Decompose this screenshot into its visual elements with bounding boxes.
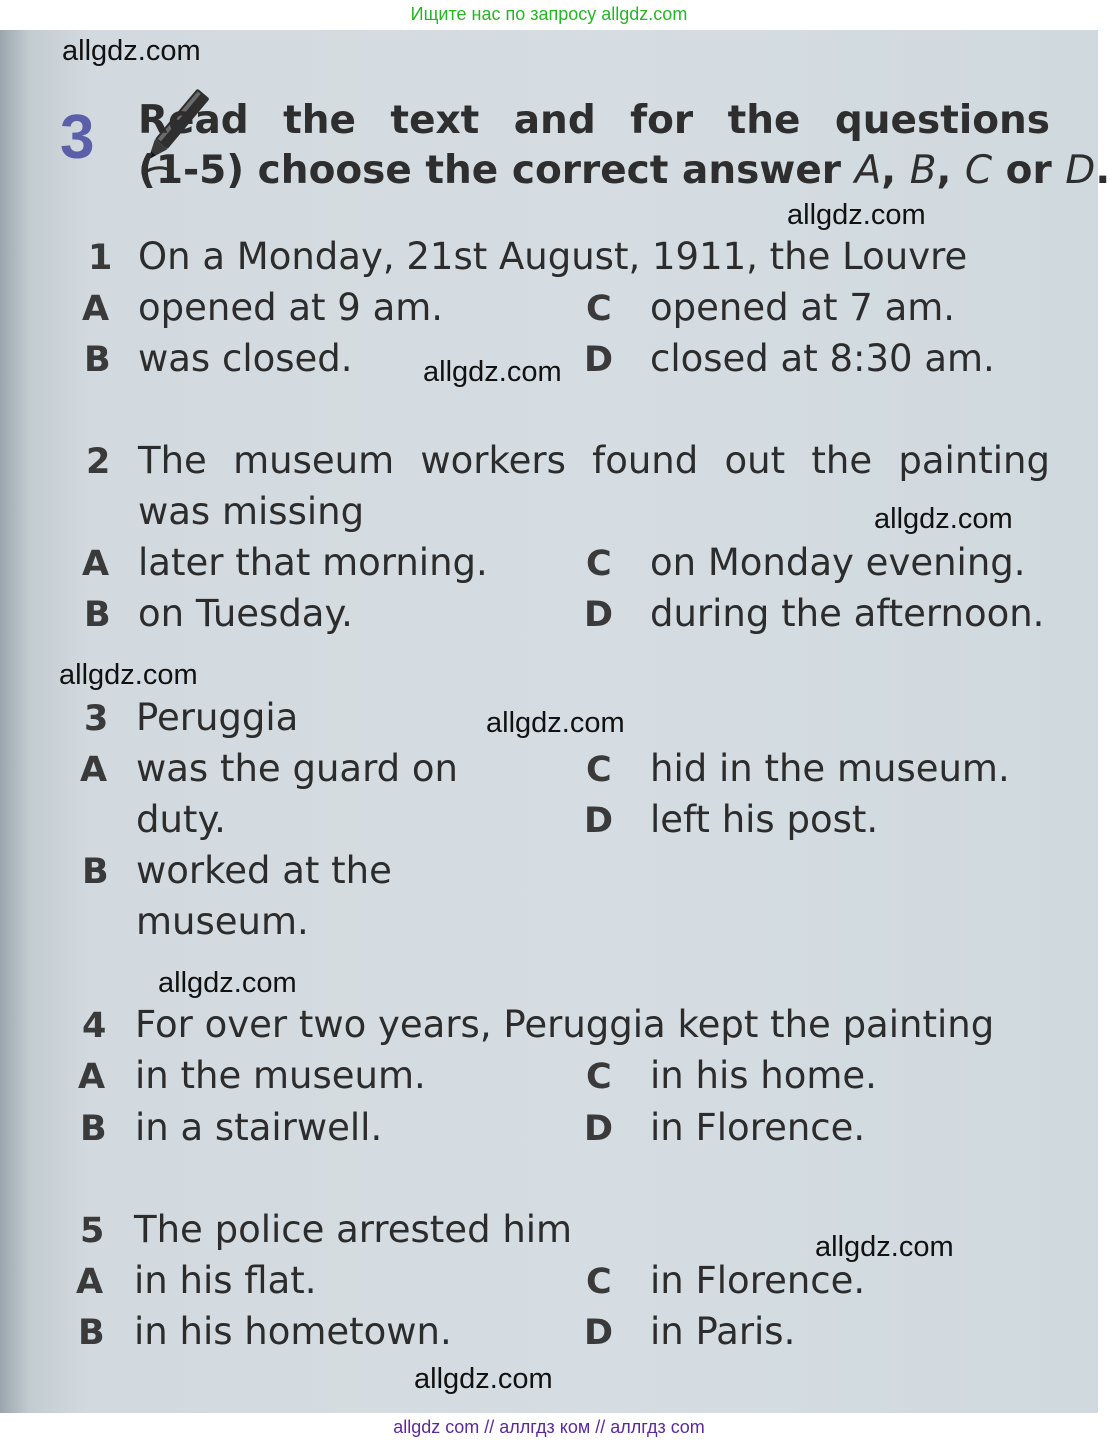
- question-number: 5: [80, 1211, 105, 1251]
- exercise-number: 3: [60, 103, 95, 172]
- question-stem-cont: was missing: [138, 490, 365, 533]
- watermark: allgdz.com: [486, 707, 625, 739]
- option-b[interactable]: in his hometown.: [134, 1310, 452, 1353]
- option-letter-c: C: [586, 750, 612, 790]
- instruction-line2: (1-5) choose the correct answer A, B, C or D.: [138, 148, 1110, 193]
- option-a[interactable]: was the guard on: [136, 747, 458, 790]
- question-number: 2: [86, 442, 111, 482]
- option-letter-b: B: [84, 340, 111, 380]
- option-a-cont[interactable]: duty.: [136, 798, 226, 841]
- option-a[interactable]: later that morning.: [138, 541, 488, 584]
- instruction-line1: Read the text and for the questions: [138, 98, 1050, 143]
- option-letter-d: D: [584, 801, 614, 841]
- option-letter-a: A: [78, 1057, 106, 1097]
- option-letter-a: A: [80, 750, 108, 790]
- option-letter-d: D: [584, 595, 614, 635]
- watermark: allgdz.com: [423, 356, 562, 388]
- watermark: allgdz.com: [414, 1363, 553, 1395]
- option-letter-c: C: [586, 1262, 612, 1302]
- option-letter-d: D: [584, 1313, 614, 1353]
- textbook-page: [0, 30, 1110, 1413]
- watermark: allgdz.com: [874, 503, 1013, 535]
- option-d[interactable]: closed at 8:30 am.: [650, 337, 995, 380]
- question-number: 4: [82, 1006, 107, 1046]
- option-b[interactable]: in a stairwell.: [135, 1106, 383, 1149]
- option-letter-b: B: [80, 1109, 107, 1149]
- option-letter-b: B: [82, 852, 109, 892]
- option-d[interactable]: in Paris.: [650, 1310, 796, 1353]
- option-letter-d: D: [584, 1109, 614, 1149]
- option-d[interactable]: in Florence.: [650, 1106, 866, 1149]
- option-c[interactable]: in Florence.: [650, 1259, 866, 1302]
- watermark: allgdz.com: [59, 659, 198, 691]
- option-letter-c: C: [586, 1057, 612, 1097]
- option-d[interactable]: during the afternoon.: [650, 592, 1045, 635]
- question-stem: For over two years, Peruggia kept the painting: [135, 1003, 995, 1046]
- question-number: 3: [84, 699, 109, 739]
- header-banner[interactable]: Ищите нас по запросу allgdz.com: [0, 0, 1098, 30]
- watermark: allgdz.com: [158, 967, 297, 999]
- option-a[interactable]: opened at 9 am.: [138, 286, 444, 329]
- option-letter-d: D: [584, 340, 614, 380]
- option-letter-c: C: [586, 289, 612, 329]
- option-letter-c: C: [586, 544, 612, 584]
- question-number: 1: [88, 238, 113, 278]
- option-letter-a: A: [76, 1262, 104, 1302]
- option-b[interactable]: on Tuesday.: [138, 592, 353, 635]
- watermark: allgdz.com: [62, 35, 201, 67]
- option-c[interactable]: hid in the museum.: [650, 747, 1010, 790]
- option-letter-a: A: [82, 289, 110, 329]
- question-stem: On a Monday, 21st August, 1911, the Louvre: [138, 235, 968, 278]
- option-d[interactable]: left his post.: [650, 798, 879, 841]
- question-stem: Peruggia: [136, 696, 299, 739]
- option-b[interactable]: was closed.: [138, 337, 353, 380]
- option-c[interactable]: in his home.: [650, 1054, 877, 1097]
- question-stem: The police arrested him: [134, 1208, 573, 1251]
- question-stem: The museum workers found out the painting: [138, 439, 1050, 482]
- option-c[interactable]: on Monday evening.: [650, 541, 1026, 584]
- option-letter-a: A: [82, 544, 110, 584]
- option-a[interactable]: in the museum.: [135, 1054, 426, 1097]
- option-letter-b: B: [84, 595, 111, 635]
- option-b[interactable]: worked at the: [136, 849, 392, 892]
- option-b-cont[interactable]: museum.: [136, 900, 309, 943]
- watermark: allgdz.com: [815, 1231, 954, 1263]
- option-a[interactable]: in his flat.: [134, 1259, 317, 1302]
- option-c[interactable]: opened at 7 am.: [650, 286, 956, 329]
- watermark: allgdz.com: [787, 199, 926, 231]
- footer-banner[interactable]: allgdz com // аллгдз ком // аллгдз com: [0, 1413, 1098, 1443]
- option-letter-b: B: [78, 1313, 105, 1353]
